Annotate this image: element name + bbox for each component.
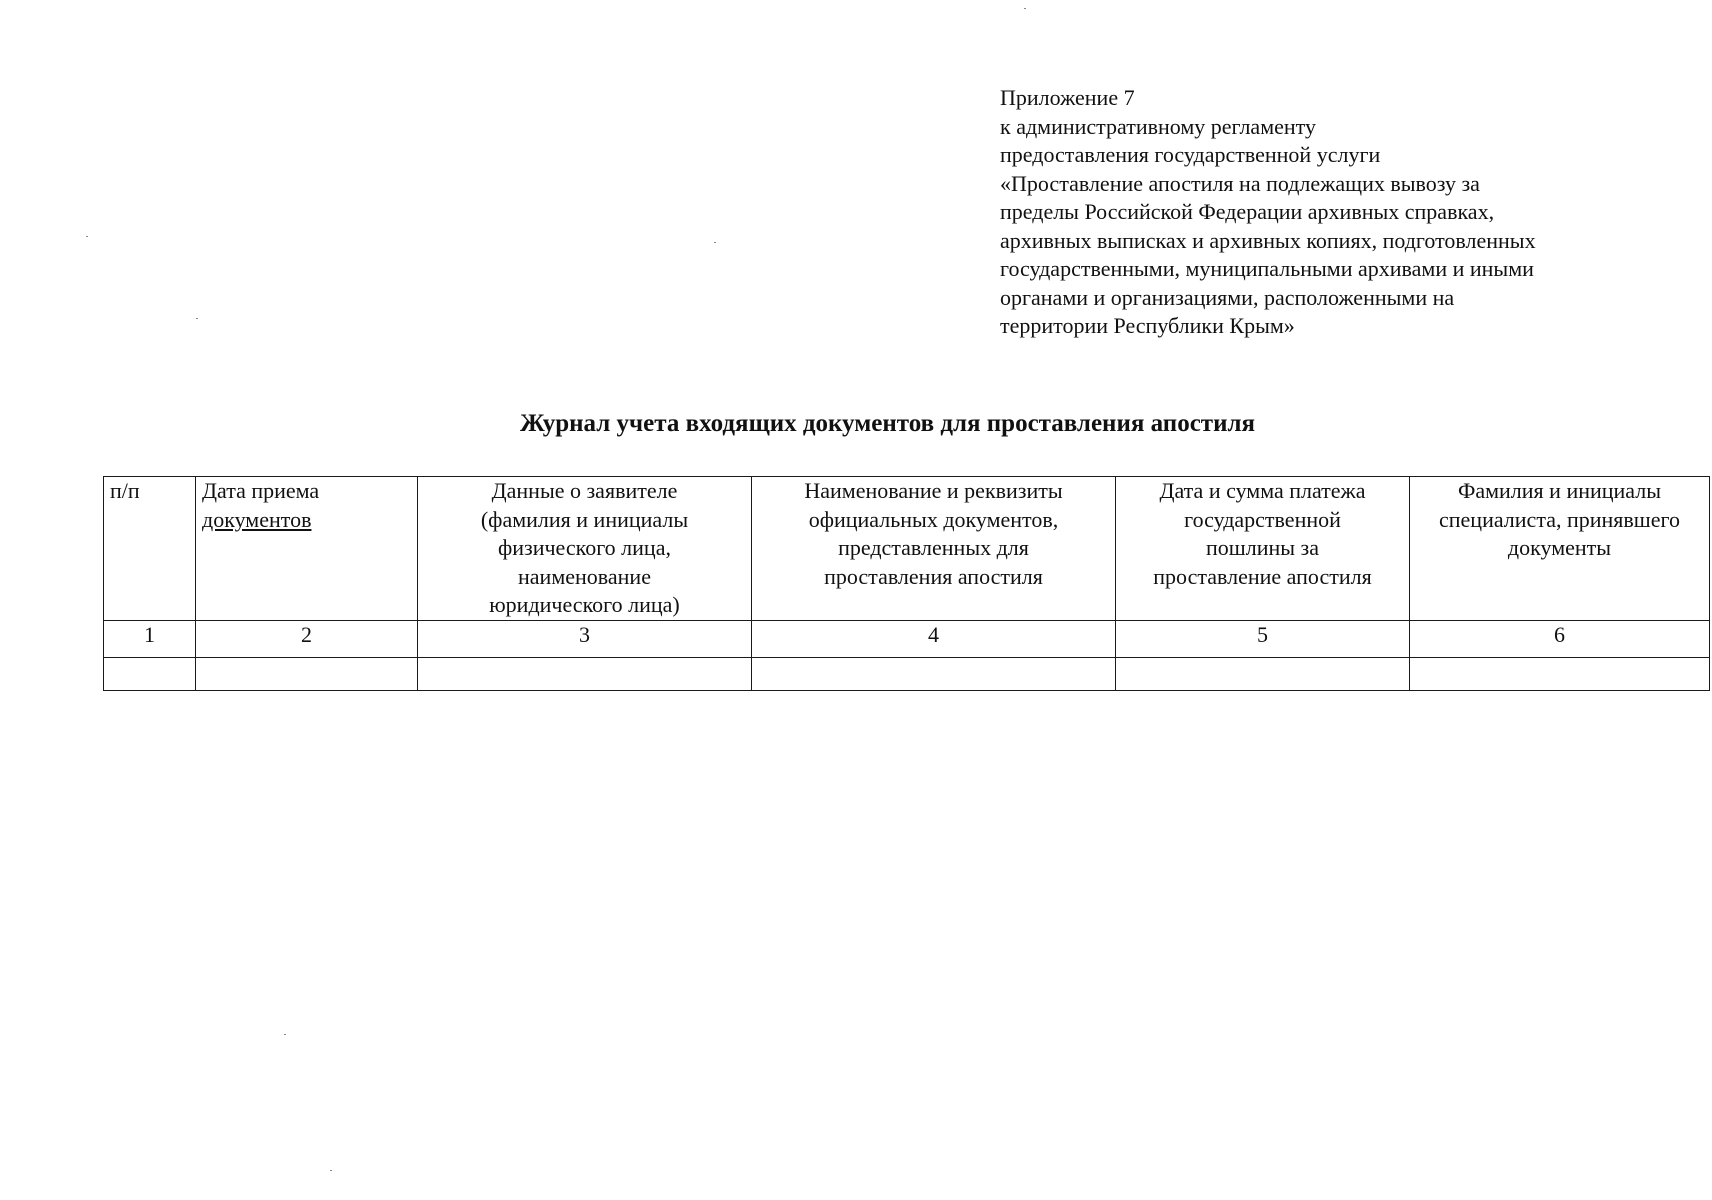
scan-speck [284,1034,286,1035]
appendix-line: органами и организациями, расположенными на [1000,284,1455,310]
header-line: Дата и сумма платежа [1159,478,1366,503]
appendix-line: государственными, муниципальными архивами и иными [1000,256,1534,281]
header-line: проставления апостиля [824,563,1043,589]
scan-speck [86,236,88,237]
column-number: 2 [196,620,418,657]
column-number: 6 [1410,620,1710,657]
scan-speck [196,318,198,319]
header-line: пошлины за [1206,535,1319,560]
table-cell [1116,657,1410,690]
appendix-block [1000,84,1680,341]
table-header-row [104,477,1710,621]
appendix-line: к административному регламенту [1000,113,1316,139]
column-number-row [104,620,1710,657]
table-cell [418,657,752,690]
table-row [104,657,1710,690]
header-cell-payment [1116,477,1410,621]
header-line: документы [1507,535,1612,560]
appendix-line: «Проставление апостиля на подлежащих вывозу за [1000,170,1480,196]
header-cell-documents [752,477,1116,621]
header-line: Данные о заявителе [491,478,678,503]
journal-table [103,476,1710,691]
table-cell [752,657,1116,690]
header-line: представленных для [838,535,1029,560]
appendix-line: территории Республики Крым» [1000,313,1295,338]
column-number: 3 [418,620,752,657]
document-title: Журнал учета входящих документов для проставления апостиля [519,410,1256,437]
appendix-line: архивных выписках и архивных копиях, подготовленных [1000,227,1536,253]
header-cell-date-received [196,477,418,621]
header-line: Фамилия и инициалы [1457,478,1662,503]
header-cell-number [104,477,196,621]
appendix-line: пределы Российской Федерации архивных справках, [1000,199,1495,224]
header-line: документов [202,506,312,532]
header-line: специалиста, принявшего [1439,506,1680,532]
header-line: наименование [518,563,651,589]
scan-speck [330,1170,332,1171]
header-cell-specialist [1410,477,1710,621]
scan-speck [714,242,716,243]
header-cell-applicant [418,477,752,621]
table-cell [196,657,418,690]
header-line: Наименование и реквизиты [804,478,1063,503]
appendix-line: Приложение 7 [1000,85,1135,110]
column-number: 4 [752,620,1116,657]
header-line: юридического лица) [489,592,680,617]
header-line: официальных документов, [808,506,1059,532]
column-number: 5 [1116,620,1410,657]
header-line: государственной [1184,506,1341,532]
header-line: проставление апостиля [1153,563,1372,589]
header-line: п/п [110,478,140,503]
column-number: 1 [104,620,196,657]
scan-speck [1024,8,1026,9]
table-cell [1410,657,1710,690]
header-line: (фамилия и инициалы [480,506,689,532]
appendix-line: предоставления государственной услуги [1000,142,1381,167]
header-line: физического лица, [498,535,671,560]
table-cell [104,657,196,690]
header-line: Дата приема [202,478,320,503]
